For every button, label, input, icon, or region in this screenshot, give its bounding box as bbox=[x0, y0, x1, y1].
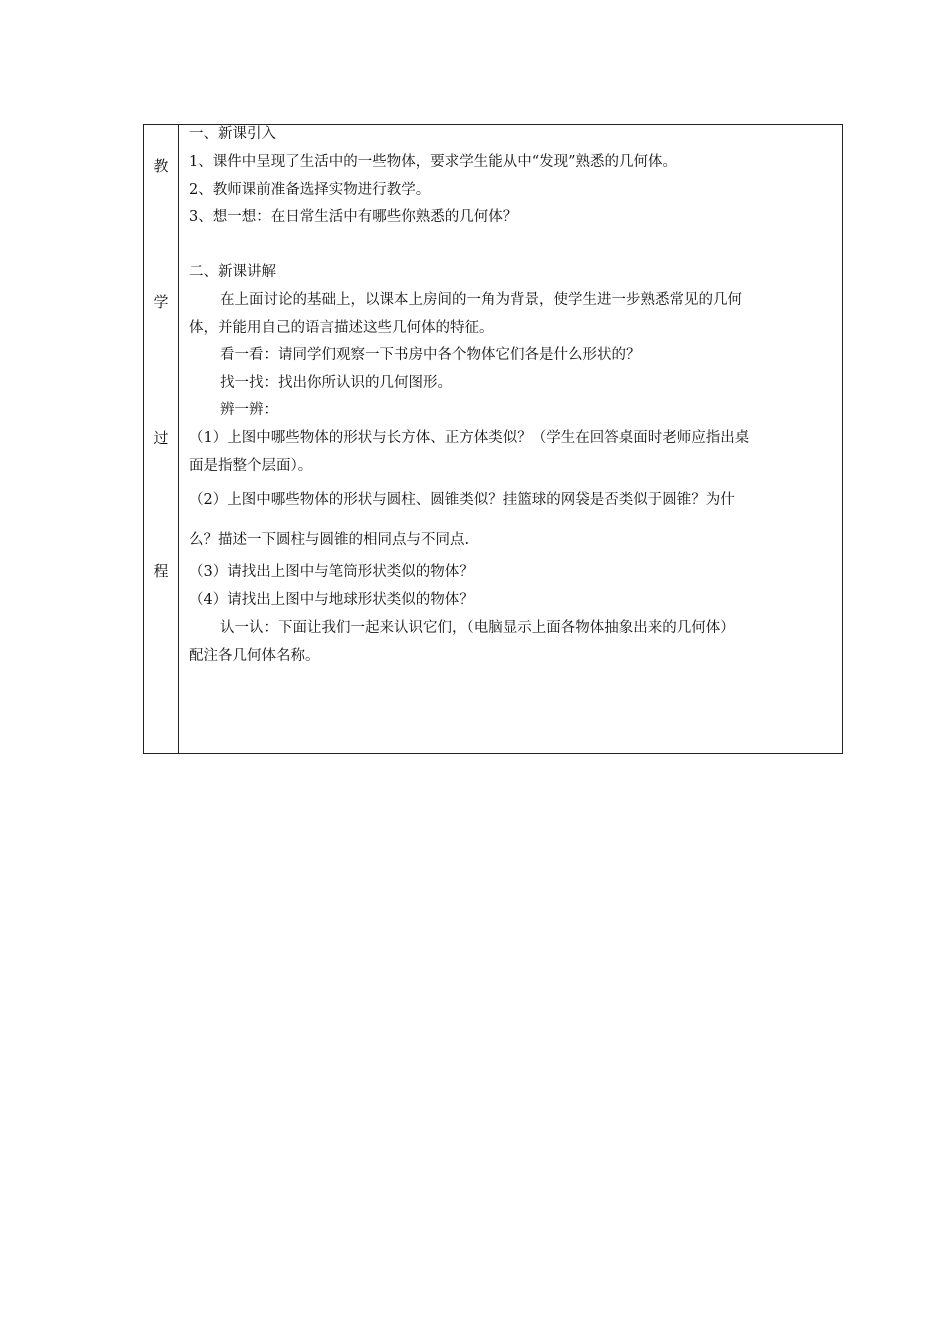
text-line: 3、想一想：在日常生活中有哪些你熟悉的几何体？ bbox=[189, 209, 518, 225]
text-line: （1）上图中哪些物体的形状与长方体、正方体类似？（学生在回答桌面时老师应指出桌 bbox=[189, 430, 750, 446]
text-line: 辨一辨： bbox=[220, 402, 278, 418]
text-line: 看一看：请同学们观察一下书房中各个物体它们各是什么形状的？ bbox=[220, 347, 641, 363]
text-line: （4）请找出上图中与地球形状类似的物体？ bbox=[189, 592, 474, 608]
section-heading: 一、新课引入 bbox=[189, 126, 276, 142]
text-line: 配注各几何体名称。 bbox=[189, 648, 320, 664]
lesson-table bbox=[143, 124, 843, 754]
text-line: 1、课件中呈现了生活中的一些物体，要求学生能从中“发现”熟悉的几何体。 bbox=[189, 154, 678, 170]
side-label-column bbox=[144, 125, 179, 753]
text-line: 在上面讨论的基础上，以课本上房间的一角为背景，使学生进一步熟悉常见的几何 bbox=[220, 292, 742, 308]
side-label-char: 教 bbox=[153, 157, 169, 175]
text-line: 面是指整个层面）。 bbox=[189, 458, 313, 474]
side-label-char: 程 bbox=[153, 562, 169, 580]
text-line: 2、教师课前准备选择实物进行教学。 bbox=[189, 182, 431, 198]
text-line: 体，并能用自己的语言描述这些几何体的特征。 bbox=[189, 320, 494, 336]
side-label-char: 过 bbox=[153, 429, 169, 447]
section-heading: 二、新课讲解 bbox=[189, 264, 276, 280]
text-line: 认一认：下面让我们一起来认识它们，（电脑显示上面各物体抽象出来的几何体） bbox=[220, 620, 735, 636]
text-line: （2）上图中哪些物体的形状与圆柱、圆锥类似？挂篮球的网袋是否类似于圆锥？为什 bbox=[189, 492, 735, 508]
text-line: （3）请找出上图中与笔筒形状类似的物体？ bbox=[189, 564, 474, 580]
text-line: 找一找：找出你所认识的几何图形。 bbox=[220, 375, 452, 391]
text-line: 么？描述一下圆柱与圆锥的相同点与不同点. bbox=[189, 532, 470, 548]
side-label-char: 学 bbox=[153, 293, 169, 311]
